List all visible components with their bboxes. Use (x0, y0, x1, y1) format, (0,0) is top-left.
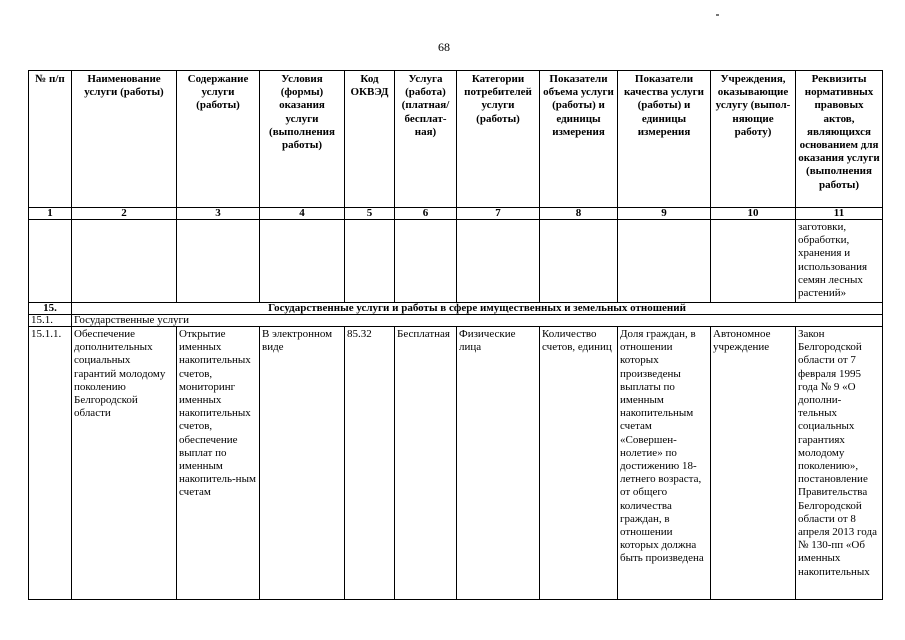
quality-indicator: Доля граждан, в отношении которых произведены выплаты по именным накопительным счетам «Совершен-нолетие» по достижению 18-летнего возраста, от общего количества граждан, в отношении которых должна быть произведена (618, 327, 711, 600)
column-number: 2 (72, 208, 177, 220)
continuation-row (29, 220, 883, 303)
header-cell: Категории потребителей услуги (работы) (457, 71, 540, 208)
table-header-row (29, 71, 883, 208)
header-cell: Код ОКВЭД (345, 71, 395, 208)
column-number: 11 (796, 208, 883, 220)
column-number: 5 (345, 208, 395, 220)
service-conditions: В электронном виде (260, 327, 345, 600)
empty-cell (711, 220, 796, 303)
empty-cell (260, 220, 345, 303)
continuation-text: заготовки, обработки, хранения и использования семян лесных растений» (796, 220, 883, 303)
empty-cell (457, 220, 540, 303)
volume-indicator: Количество счетов, единиц (540, 327, 618, 600)
paid-status: Бесплатная (395, 327, 457, 600)
empty-cell (72, 220, 177, 303)
header-cell: Показатели объема услуги (работы) и единицы измерения (540, 71, 618, 208)
empty-cell (540, 220, 618, 303)
subsection-row (29, 315, 883, 327)
header-cell: Услуга (работа) (платная/ бесплат-ная) (395, 71, 457, 208)
column-number-row (29, 208, 883, 220)
column-number: 7 (457, 208, 540, 220)
header-cell: № п/п (29, 71, 72, 208)
column-number: 1 (29, 208, 72, 220)
column-number: 10 (711, 208, 796, 220)
empty-cell (618, 220, 711, 303)
services-table (28, 70, 883, 600)
row-number: 15.1.1. (29, 327, 72, 600)
header-cell: Наименование услуги (работы) (72, 71, 177, 208)
header-cell: Учреждения, оказывающие услугу (выпол-няющие работу) (711, 71, 796, 208)
legal-acts: Закон Белгородской области от 7 февраля 1995 года № 9 «О дополни-тельных социальных гарантиях молодому поколению», постановление Правительства Белгородской области от 8 апреля 2013 года № 130-пп «Об именных накопительных (796, 327, 883, 600)
scan-artifact (716, 14, 719, 16)
header-cell: Содержание услуги (работы) (177, 71, 260, 208)
column-number: 8 (540, 208, 618, 220)
institution-type: Автономное учреждение (711, 327, 796, 600)
header-cell: Реквизиты нормативных правовых актов, являющихся основанием для оказания услуги (выполнения работы) (796, 71, 883, 208)
empty-cell (29, 220, 72, 303)
header-cell: Условия (формы) оказания услуги (выполнения работы) (260, 71, 345, 208)
service-name: Обеспечение дополнительных социальных гарантий молодому поколению Белгородской области (72, 327, 177, 600)
section-number: 15. (29, 303, 72, 315)
column-number: 4 (260, 208, 345, 220)
okved-code: 85.32 (345, 327, 395, 600)
column-number: 9 (618, 208, 711, 220)
column-number: 6 (395, 208, 457, 220)
service-content: Открытие именных накопительных счетов, мониторинг именных накопительных счетов, обеспечение выплат по именным накопитель-ным счетам (177, 327, 260, 600)
column-number: 3 (177, 208, 260, 220)
table-row (29, 327, 883, 600)
section-row (29, 303, 883, 315)
empty-cell (395, 220, 457, 303)
subsection-title: Государственные услуги (72, 315, 883, 327)
subsection-number: 15.1. (29, 315, 72, 327)
page-number: 68 (438, 40, 450, 54)
empty-cell (177, 220, 260, 303)
section-title: Государственные услуги и работы в сфере имущественных и земельных отношений (72, 303, 883, 315)
header-cell: Показатели качества услуги (работы) и единицы измерения (618, 71, 711, 208)
consumer-category: Физические лица (457, 327, 540, 600)
empty-cell (345, 220, 395, 303)
